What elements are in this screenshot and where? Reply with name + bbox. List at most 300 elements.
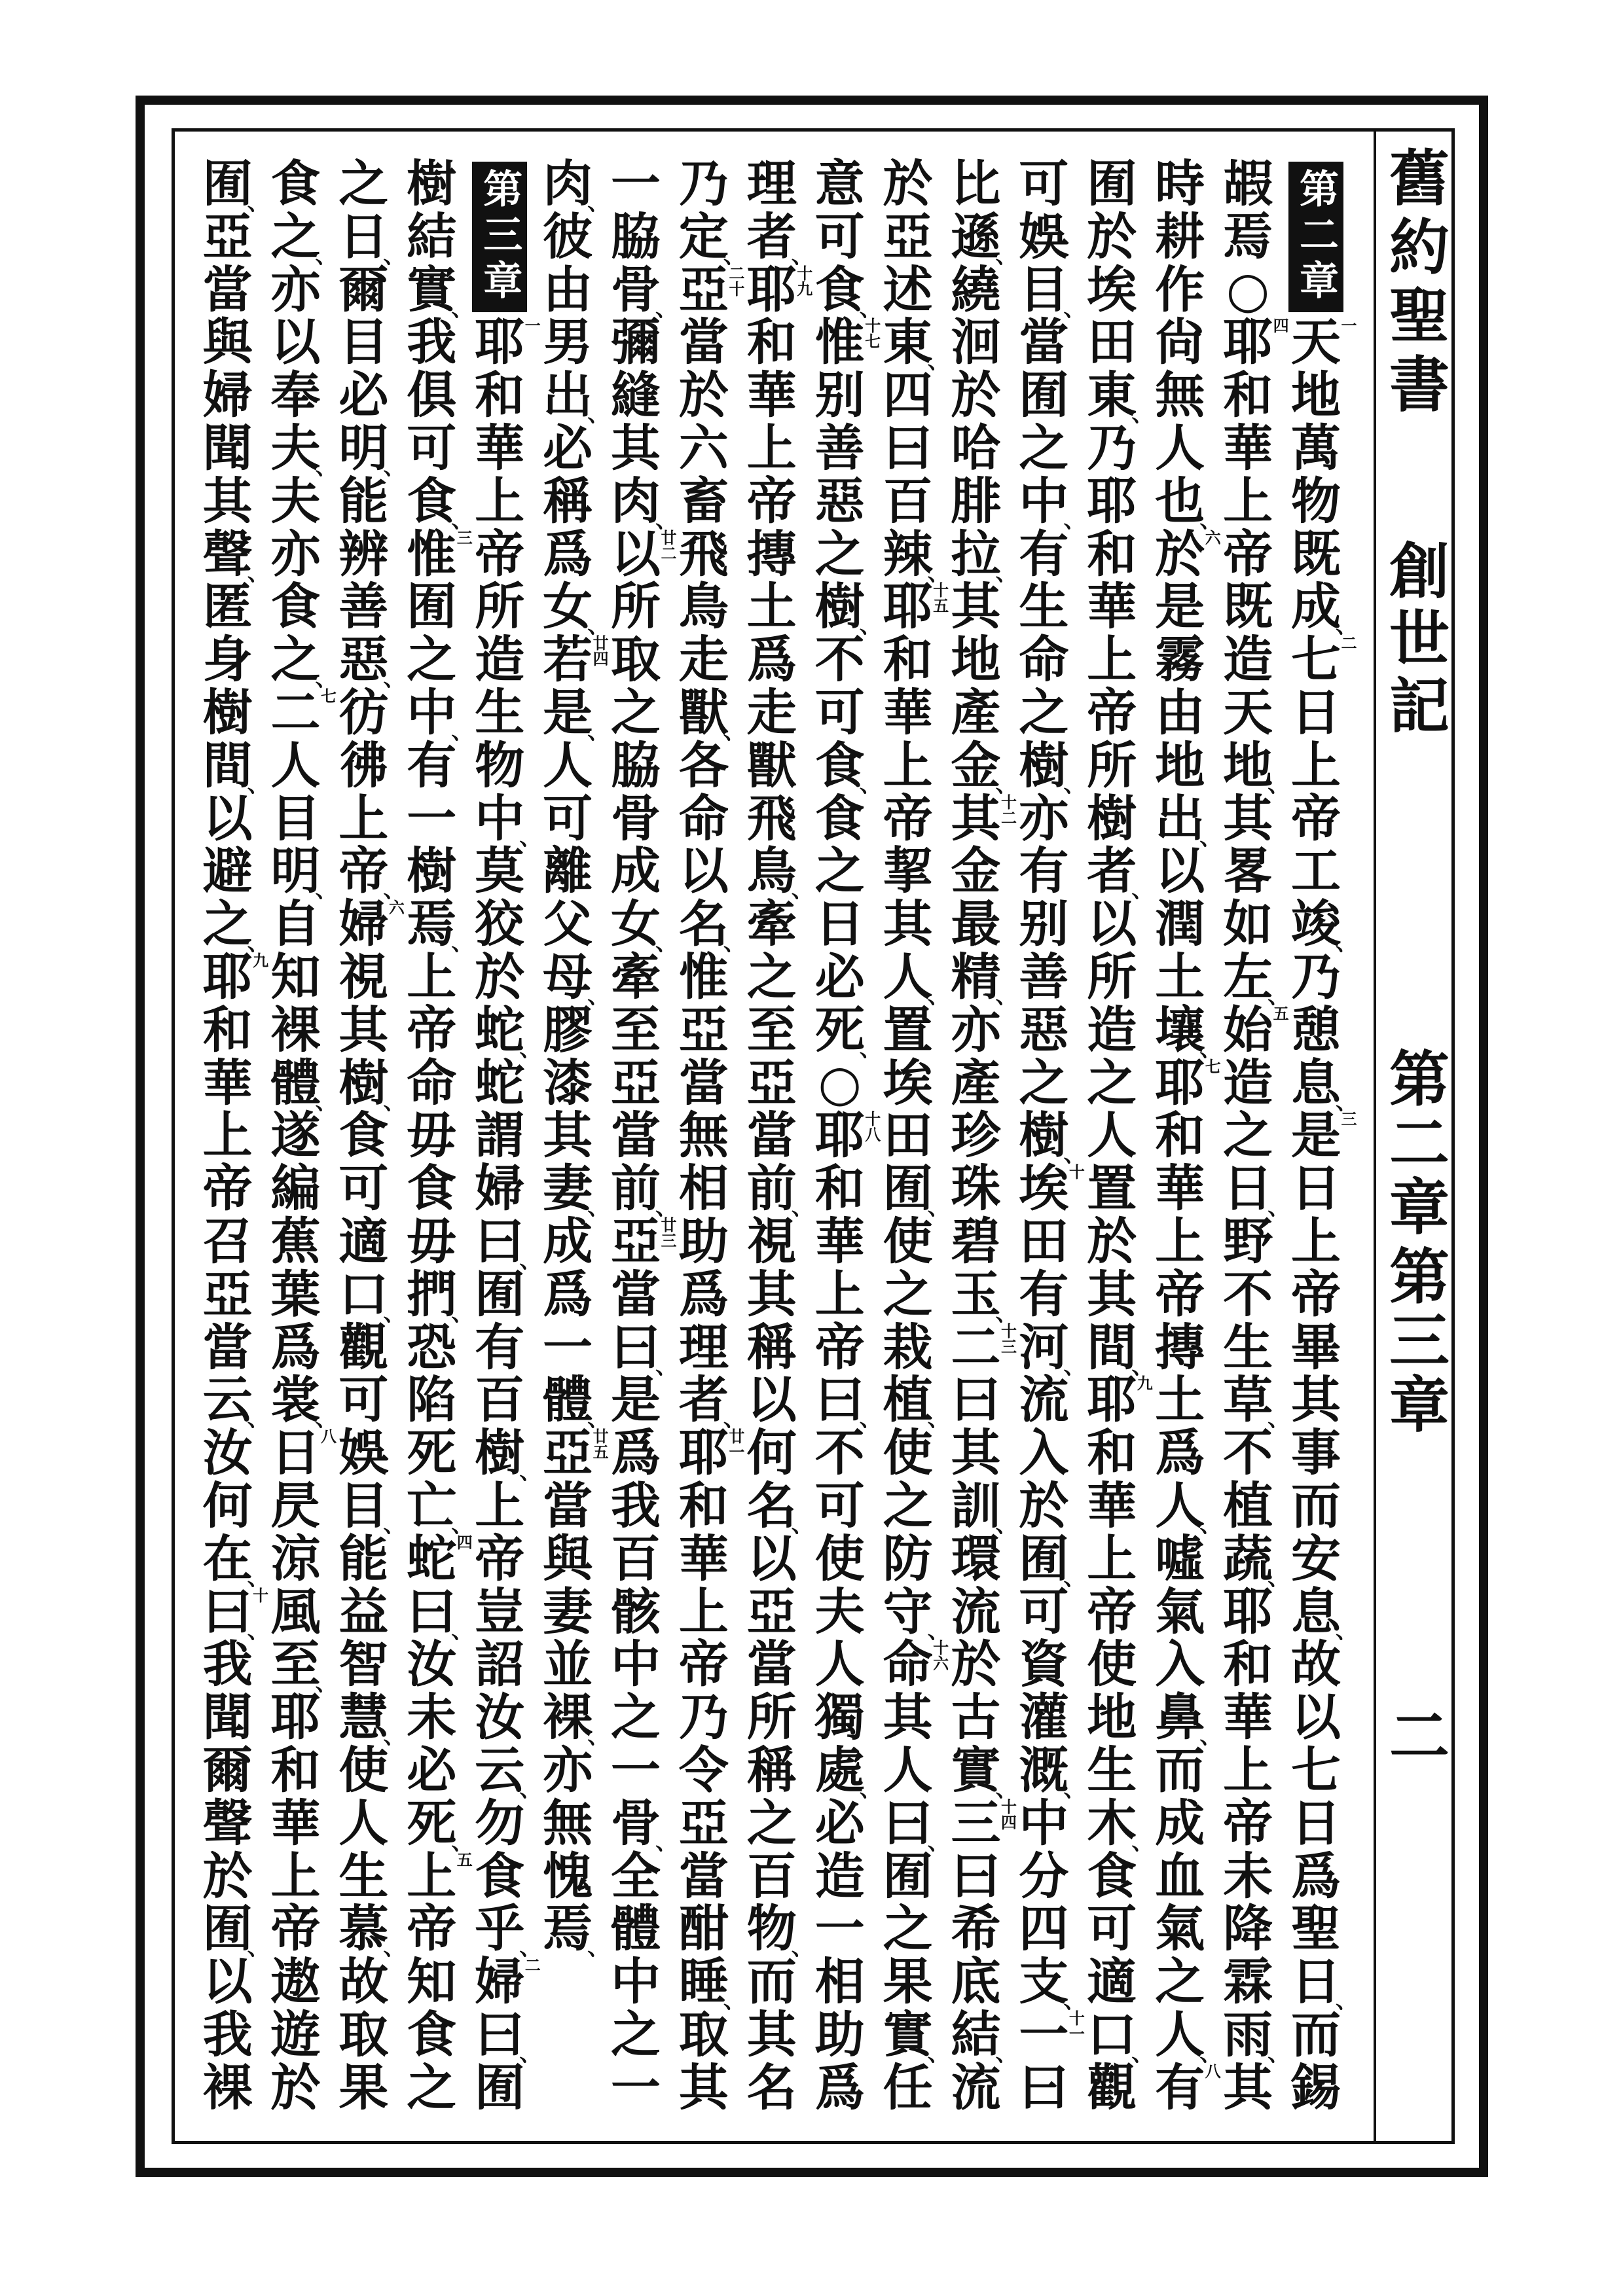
verse-number: 二十 [725,264,745,296]
character: 灌 [1019,1688,1069,1747]
character: 上 [475,1476,525,1535]
character: 以 廿二 [611,524,677,583]
character: 帝 [1291,1265,1341,1323]
character: 人 [814,1635,865,1694]
character: 汝 [202,1424,253,1482]
character: 與 [543,1529,593,1588]
character: 河 、 [1019,1318,1086,1380]
character: 出 、 [543,366,610,428]
character: 葉 [270,1265,321,1323]
character: 蛇 [475,1053,525,1112]
character: 蛇 四 [407,1529,473,1588]
character: 栽 [883,1318,933,1376]
character: 視 [746,1211,797,1270]
character: 汝 [475,1688,525,1747]
character: 耶 十九 [746,260,813,319]
character: 樹 、 [475,1424,542,1486]
comma-mark: 、 [1063,1353,1086,1380]
character: 左 、 [1223,947,1290,1009]
character: 全 [611,1846,661,1905]
character: 以 [1155,842,1205,901]
character: 果 [338,2058,389,2117]
character: 華 [202,1053,253,1112]
character: 乎 、 [475,1899,542,1962]
character: 訓 、 [951,1476,1018,1538]
character: 地 [1087,1688,1137,1747]
character: 女 、 [611,895,678,957]
character: 善 [1019,947,1069,1006]
verse-number: 廿四 [590,635,610,667]
character: 意 [814,154,865,213]
character: 亞 廿三 [611,1211,677,1270]
character: 囿 、 [202,1899,270,1962]
character: 亞 二十 [678,260,745,319]
comma-mark: 、 [1063,1988,1086,2015]
comma-mark: 、 [1063,771,1086,798]
character: 華 [270,1793,321,1852]
comma-mark: 、 [1199,1035,1222,1062]
character: 不 [814,630,865,689]
character: 遨 [270,1952,321,2011]
character: 以 [678,842,729,901]
character: 詔 [475,1635,525,1694]
character: 中 [1019,1793,1069,1852]
character: 囿 [1019,366,1069,425]
character: 拉 、 [951,524,1018,586]
comma-mark: 、 [723,242,746,269]
character: 人 、 [883,947,950,1009]
verse-number: 九 [249,952,269,968]
comma-mark: 、 [315,1670,338,1697]
character: 必 [814,947,865,1006]
character: 亞 [746,1582,797,1641]
comma-mark: 、 [247,190,270,216]
verse-number: 十八 [862,1111,881,1143]
character: 走 [746,683,797,742]
character: 血 [1155,1846,1205,1905]
character: 以 [746,1529,797,1588]
character: 爲 [1291,1846,1341,1905]
character: 故 [1291,1635,1341,1694]
character: 比 [951,154,1001,213]
character: 一 [611,2058,661,2117]
character: 並 [543,1635,593,1694]
character: 人 [883,1740,933,1799]
character: 由 [1155,683,1205,742]
character: 工 [1291,842,1341,901]
page-number: 二 [1379,1704,1450,1765]
character: 使 [814,1529,865,1588]
character: 氣 [1155,1582,1205,1641]
comma-mark: 、 [383,1935,406,1962]
character: 是 [611,1371,661,1429]
character: 取 [678,2005,729,2064]
character: 耕 [1155,207,1205,266]
character: 蕉 [270,1211,321,1270]
comma-mark: 、 [927,1194,950,1221]
character: 有 [1019,842,1069,901]
character: 走 [678,630,729,689]
character: 獸 [746,736,797,795]
character: 華 [1223,418,1273,477]
character: 裸 [202,2058,253,2117]
character: 亞 [678,1793,729,1852]
character: 爲 [746,630,797,689]
character: 飛 [678,524,729,583]
comma-mark: 、 [315,666,338,692]
character: 安 [1291,1529,1341,1588]
character: 百 [475,1371,525,1429]
character: 樹 、 [1019,1106,1086,1168]
comma-mark: 、 [587,190,610,216]
character: 視 [338,947,389,1006]
comma-mark: 、 [315,454,338,480]
character: 也 、 [1155,471,1222,533]
verse-number: 十七 [862,317,881,350]
character: 婦 六 [338,895,405,954]
character: 實 、 [951,1740,1018,1803]
character: 上 五 [407,1846,473,1905]
character: 成 [543,1211,593,1270]
character: 助 [814,2005,865,2064]
character: 和 [475,366,525,425]
comma-mark: 、 [587,1935,610,1962]
character: 降 [1223,1899,1273,1958]
verse-number: 二 [1338,635,1357,651]
character: 造 [1223,1053,1273,1112]
character: 帝 [270,1899,321,1958]
character: 睡 、 [678,1952,746,2015]
character: 於 [270,2058,321,2117]
text-column [1214,154,1290,2117]
verse-number: 二 [522,1957,541,1973]
character: 可 [543,789,593,848]
character: 毋 [407,1211,457,1270]
comma-mark: 、 [1267,1194,1290,1221]
comma-mark: 、 [451,930,474,957]
comma-mark: 、 [995,982,1018,1009]
character: 各 [678,736,729,795]
character: 稱 [746,1318,797,1376]
comma-mark: 、 [451,1300,474,1327]
character: 妻 [543,1582,593,1641]
character: 適 [338,1211,389,1270]
character: 華 [1087,577,1137,636]
character: 食 、 [814,260,882,322]
character: 焉 、 [543,1899,610,1962]
character: 死 、 [814,1000,882,1062]
character: 其 [1223,2058,1273,2117]
comma-mark: 、 [315,242,338,269]
character: 之 [611,2005,661,2064]
character: 一 十一 [1019,2005,1085,2064]
character: 帝 [1155,1265,1205,1323]
character: 天 一 [1291,313,1357,372]
character: 必 [543,418,593,477]
character: 前 、 [611,1159,678,1221]
character: 一 [611,1740,661,1799]
character: 日 [1291,1793,1341,1852]
comma-mark: 、 [315,877,338,904]
character: 於 [951,1635,1001,1694]
character: 成 [611,842,661,901]
character: 華 [746,366,797,425]
character: 於 [475,947,525,1006]
character: 流 [951,2058,1001,2117]
character: 亦 [1019,789,1069,848]
character: 有 [1019,1265,1069,1323]
character: 玉 、 [951,1265,1018,1327]
character: 無 [678,1106,729,1165]
character: 述 [883,260,933,319]
character: 聲 [202,1793,253,1852]
comma-mark: 、 [1336,1617,1358,1644]
character: 之 [407,2058,457,2117]
comma-mark: 、 [519,2040,542,2067]
character: 必 [407,1740,457,1799]
character: 和 [270,1740,321,1799]
character: 生 [1019,577,1069,636]
character: 中 、 [1019,471,1086,533]
character: 目 、 [338,1476,406,1538]
character: 定 、 [678,207,746,269]
character: 亞 [202,207,253,266]
verse-number: 十二 [998,793,1017,825]
character: 骨 、 [611,1793,678,1856]
character: 地 、 [1223,736,1290,798]
character: 曰 十 、 [202,1582,270,1644]
character: 有 八 [1155,2058,1222,2117]
character: 人 [338,1793,389,1852]
character: 之 [1155,1952,1205,2011]
comma-mark: 、 [1336,930,1358,957]
character: 助 [678,1211,729,1270]
character: 善 [338,577,389,636]
character: 恐 [407,1318,457,1376]
comma-mark: 、 [927,1829,950,1856]
text-column [806,154,882,2117]
character: 遊 [270,2005,321,2064]
verse-number: 十九 [793,264,813,296]
comma-mark: 、 [587,718,610,745]
character: 蛇 、 [475,1000,542,1062]
comma-mark: 、 [383,1300,406,1327]
character: 取 [338,2005,389,2064]
character: 能 [338,1529,389,1588]
character: 華 [475,418,525,477]
character: 目 [270,789,321,848]
character: 焉 、 [407,895,474,957]
character: 息 、 [1291,1053,1358,1115]
text-column [738,154,814,2117]
character: 植 、 [883,1371,950,1433]
comma-mark: 、 [791,242,814,269]
character: 云 、 [475,1740,542,1803]
character: 昃 [270,1476,321,1535]
character: 可 [814,1476,865,1535]
character: 一 [543,1318,593,1376]
character: 生 [1223,1318,1273,1376]
character: 之 [746,947,797,1006]
character: 能 [338,471,389,530]
comma-mark: 、 [519,1247,542,1274]
character: 囿 、 [202,154,270,216]
character: 摶 [746,524,797,583]
character: 草 、 [1223,1371,1290,1433]
verse-number: 三 [1338,1111,1357,1127]
character: 事 [1291,1424,1341,1482]
character: 樹 [202,683,253,742]
character: 避 [202,842,253,901]
verse-number: 七 [318,687,337,704]
character: 上 [1223,471,1273,530]
character: 曰 [951,1371,1001,1429]
comma-mark: 、 [587,613,610,639]
character: 相 [814,1952,865,2011]
character: 裸 [270,1000,321,1059]
character: 中 [611,1635,661,1694]
character: 上 [270,1846,321,1905]
character: 產 [951,683,1001,742]
text-column [1146,154,1222,2117]
comma-mark: 、 [1199,507,1222,533]
character: 必 [814,1793,865,1852]
character: 其 [1223,789,1273,848]
comma-mark: 、 [247,930,270,957]
character: 其 [951,1424,1001,1482]
character: 所 [746,1688,797,1747]
character: 耶 九 [1087,1371,1154,1429]
character: 於 [1087,1211,1137,1270]
comma-mark: 、 [995,242,1018,269]
character: 捫 、 [407,1265,474,1327]
character: 惟 [678,947,729,1006]
comma-mark: 、 [723,930,746,957]
comma-mark: 、 [383,666,406,692]
character: 取 [611,630,661,689]
character: 四 [1019,1899,1069,1958]
character: 體 、 [270,1053,338,1115]
comma-mark: 、 [995,560,1018,586]
verse-number: 七 [1202,1058,1222,1074]
comma-mark: 、 [655,507,678,533]
verse-number: 四 [1270,317,1290,334]
character: 者 、 [1087,842,1154,904]
character: 獸 、 [678,683,746,745]
character: 蔬 、 [1223,1529,1290,1591]
character: 和 [814,1159,865,1218]
character: 明 、 [270,842,338,904]
character: 可 [814,207,865,266]
comma-mark: 、 [383,454,406,480]
character: 夫 、 [270,418,338,480]
character: 可 [338,1159,389,1218]
character: 當 [746,1635,797,1694]
character: 夫 [270,471,321,530]
character: 名 、 [678,895,746,957]
comma-mark: 、 [1063,507,1086,533]
character: 骨 、 [611,260,678,322]
character: 慧 、 [338,1688,406,1750]
character: 惡 [814,471,865,530]
character: 豈 [475,1582,525,1641]
character: 毋 [407,1106,457,1165]
character: 耶 [270,1688,321,1747]
character: 成 [1155,1793,1205,1852]
character: 嘏 [1223,154,1273,213]
character: 畢 [1291,1318,1341,1376]
character: 爲 [270,1318,321,1376]
character: 土 [746,577,797,636]
character: 置 [1087,1159,1137,1218]
character: 耶 十五 [883,577,949,636]
character: 而 [1155,1740,1205,1799]
character: 娛 [1019,207,1069,266]
comma-mark: 、 [791,877,814,904]
character: 帝 [746,471,797,530]
running-title: 舊約聖書 [1379,147,1450,422]
character: 食 [407,2005,457,2064]
text-column [262,154,338,2117]
character: 囿 [475,1265,525,1323]
character: 一 [407,789,457,848]
comma-mark: 、 [1199,1511,1222,1538]
comma-mark: 、 [655,1353,678,1380]
character: 曰 [951,1846,1001,1905]
character: 地 [951,630,1001,689]
character: 流 [1019,1371,1069,1429]
character: 日 [1291,683,1341,742]
character: 既 [1223,577,1273,636]
comma-mark: 、 [1267,1564,1290,1591]
character: 摶 [1155,1318,1205,1376]
character: 日 、 [338,207,406,269]
character: 爲 [543,524,593,583]
comma-mark: 、 [927,2040,950,2067]
text-column [602,154,678,2117]
character: 耶 十八 [814,1106,881,1165]
character: 地 [1155,736,1205,795]
character: 自 [270,895,321,954]
character: 婦 [202,366,253,425]
comma-mark: 、 [247,1406,270,1433]
character: 惟 三 [407,524,473,583]
character: 骨 [611,789,661,848]
comma-mark: 、 [655,930,678,957]
character: 命 [1019,630,1069,689]
text-column [194,154,270,2117]
character: 時 [1155,154,1205,213]
verse-number: 十一 [1066,2009,1085,2041]
character: 於 [1087,207,1137,266]
text-column [874,154,950,2117]
character: 和 [678,1476,729,1535]
character: 前 、 [746,1159,814,1221]
character: 亡 、 [407,1476,474,1538]
character: 辣 、 [883,524,950,586]
character: 防 [883,1529,933,1588]
text-column [534,154,610,2115]
character: 是 [1155,577,1205,636]
character: 父 [543,895,593,954]
character: 焉 [1223,207,1273,266]
character: 一 [611,154,661,213]
character: 在 、 [202,1529,270,1591]
character: 其 [1087,1265,1137,1323]
character: 可 [407,418,457,477]
character: 造 [1223,630,1273,689]
character: 未 [407,1688,457,1747]
